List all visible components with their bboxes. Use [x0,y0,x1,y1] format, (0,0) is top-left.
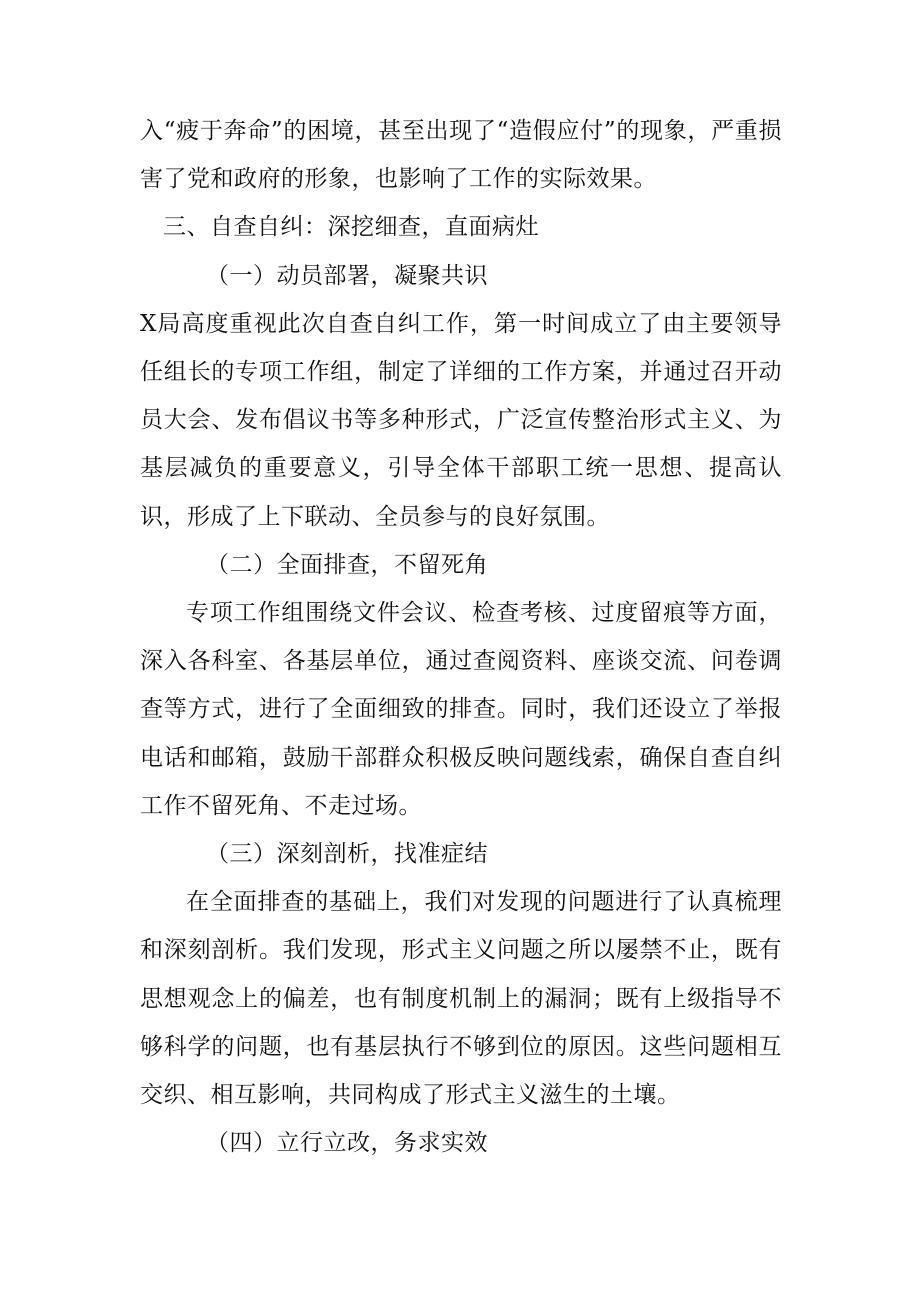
subheading-3: （三）深刻剖析，找准症结 [206,841,488,868]
paragraph-mobilization: X局高度重视此次自查自纠工作，第一时间成立了由主要领导任组长的专项工作组，制定了详细的工作方案，并通过召开动员大会、发布倡议书等多种形式，广泛宣传整治形式主义、为基层减负的重要意义，引导全体干部职工统一思想、提高认识，形成了上下联动、全员参与的良好氛围。 [140,310,782,530]
subheading-1: （一）动员部署，凝聚共识 [206,262,488,289]
subheading-2: （二）全面排查，不留死角 [206,551,488,578]
section-heading-3: 三、自查自纠：深挖细查，直面病灶 [163,214,539,241]
paragraph-analysis: 在全面排查的基础上，我们对发现的问题进行了认真梳理和深刻剖析。我们发现，形式主义问题之所以屡禁不止，既有思想观念上的偏差，也有制度机制上的漏洞；既有上级指导不够科学的问题，也有基层执行不够到位的原因。这些问题相互交织、相互影响，共同构成了形式主义滋生的土壤。 [140,889,782,1109]
document-body [140,107,782,1167]
paragraph-continuation: 入“疲于奔命”的困境，甚至出现了“造假应付”的现象，严重损害了党和政府的形象，也影响了工作的实际效果。 [140,118,782,193]
subheading-4: （四）立行立改，务求实效 [206,1130,488,1157]
paragraph-investigation: 专项工作组围绕文件会议、检查考核、过度留痕等方面，深入各科室、各基层单位，通过查阅资料、座谈交流、问卷调查等方式，进行了全面细致的排查。同时，我们还设立了举报电话和邮箱，鼓励干部群众积极反映问题线索，确保自查自纠工作不留死角、不走过场。 [140,600,782,819]
